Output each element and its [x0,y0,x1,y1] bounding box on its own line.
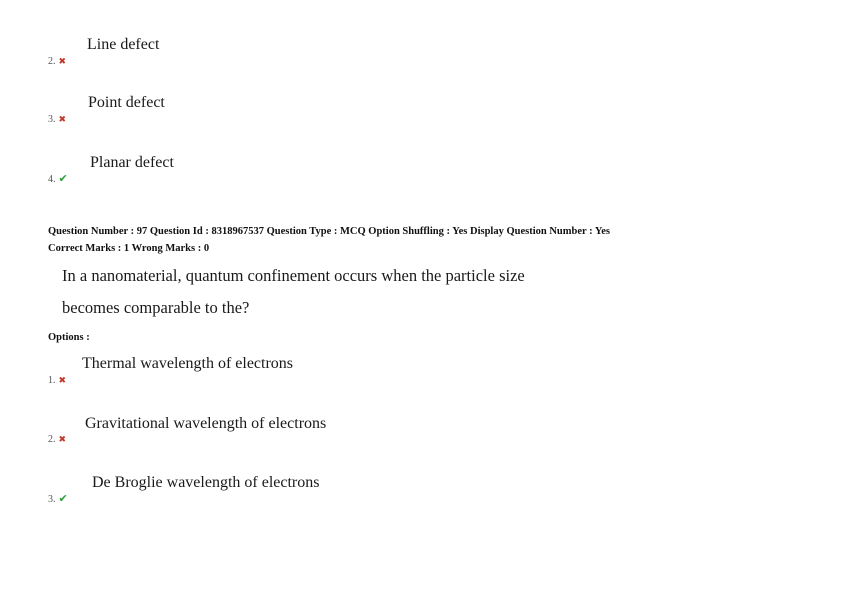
option-number-label: 2. [48,56,56,67]
option-number [48,494,68,505]
option-text: Point defect [88,94,165,111]
question-text-line1: In a nanomaterial, quantum confinement occurs when the particle size [62,266,525,285]
cross-icon: ✖ [58,114,67,124]
check-icon: ✔ [58,493,68,505]
option-text: Line defect [87,36,160,53]
options-label: Options : [48,332,90,343]
option-text: Thermal wavelength of electrons [82,355,294,372]
cross-icon: ✖ [58,375,67,385]
option-number-label: 4. [48,174,56,185]
option-number-label: 3. [48,114,56,125]
question-meta: Question Number : 97 Question Id : 8318967537 Question Type : MCQ Option Shuffling : Yes Display Question Number : Yes [48,226,611,237]
cross-icon: ✖ [58,434,67,444]
question-text-line2: becomes comparable to the? [62,298,250,317]
cross-icon: ✖ [58,56,67,66]
check-icon: ✔ [58,173,68,185]
option-number [48,434,66,445]
option-number-label: 3. [48,494,56,505]
option-text: Planar defect [90,154,174,171]
option-number [48,375,66,386]
option-number [48,56,66,67]
option-number [48,114,66,125]
option-number [48,174,68,185]
option-text: Gravitational wavelength of electrons [85,415,327,432]
option-text: De Broglie wavelength of electrons [92,474,320,491]
option-number-label: 1. [48,375,56,386]
question-marks: Correct Marks : 1 Wrong Marks : 0 [48,243,210,254]
option-number-label: 2. [48,434,56,445]
